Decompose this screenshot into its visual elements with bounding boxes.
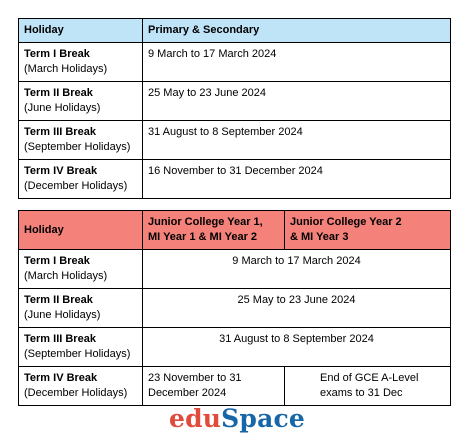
logo-space: Space xyxy=(221,404,306,433)
holiday-subtitle: (September Holidays) xyxy=(24,141,131,153)
header-primary-secondary: Primary & Secondary xyxy=(143,19,451,43)
holiday-name: Term IV Break xyxy=(24,372,98,384)
holiday-cell xyxy=(19,367,143,406)
table-row xyxy=(19,367,451,406)
holiday-name: Term III Break xyxy=(24,333,96,345)
eduspace-logo xyxy=(0,404,474,433)
table-row xyxy=(19,121,451,160)
logo-edu: edu xyxy=(168,404,222,433)
table-header-row xyxy=(19,19,451,43)
holiday-name: Term I Break xyxy=(24,255,90,267)
dates-cell: 9 March to 17 March 2024 xyxy=(143,43,451,82)
dates-cell: 25 May to 23 June 2024 xyxy=(143,82,451,121)
holiday-subtitle: (December Holidays) xyxy=(24,180,128,192)
dates-cell: 25 May to 23 June 2024 xyxy=(143,289,451,328)
holiday-cell xyxy=(19,43,143,82)
dates-cell: 9 March to 17 March 2024 xyxy=(143,250,451,289)
holiday-subtitle: (March Holidays) xyxy=(24,270,108,282)
table-row xyxy=(19,328,451,367)
header-jc-year-1-line1: Junior College Year 1, xyxy=(148,216,263,228)
holiday-subtitle: (March Holidays) xyxy=(24,63,108,75)
dates-cell: 31 August to 8 September 2024 xyxy=(143,121,451,160)
table-row xyxy=(19,160,451,199)
holiday-cell xyxy=(19,160,143,199)
holiday-name: Term I Break xyxy=(24,48,90,60)
holiday-name: Term II Break xyxy=(24,87,93,99)
holiday-cell xyxy=(19,328,143,367)
holiday-subtitle: (June Holidays) xyxy=(24,309,101,321)
header-jc-year-1-line2: MI Year 1 & MI Year 2 xyxy=(148,231,258,243)
holiday-subtitle: (June Holidays) xyxy=(24,102,101,114)
dates-cell-jc2 xyxy=(285,367,451,406)
dates-cell: 31 August to 8 September 2024 xyxy=(143,328,451,367)
holiday-cell xyxy=(19,289,143,328)
dates-jc2-line1: End of GCE A-Level xyxy=(320,372,419,384)
header-jc-year-2-line2: & MI Year 3 xyxy=(290,231,349,243)
junior-college-table xyxy=(18,210,451,406)
holiday-cell xyxy=(19,250,143,289)
holiday-cell xyxy=(19,82,143,121)
holiday-name: Term II Break xyxy=(24,294,93,306)
holiday-subtitle: (September Holidays) xyxy=(24,348,131,360)
holiday-subtitle: (December Holidays) xyxy=(24,387,128,399)
holiday-name: Term IV Break xyxy=(24,165,98,177)
header-jc-year-2-line1: Junior College Year 2 xyxy=(290,216,402,228)
table-row xyxy=(19,82,451,121)
table-row xyxy=(19,43,451,82)
header-holiday: Holiday xyxy=(19,19,143,43)
table-header-row xyxy=(19,211,451,250)
header-holiday: Holiday xyxy=(19,211,143,250)
table-row xyxy=(19,250,451,289)
table-row xyxy=(19,289,451,328)
header-jc-year-1 xyxy=(143,211,285,250)
dates-cell: 16 November to 31 December 2024 xyxy=(143,160,451,199)
dates-jc2-line2: exams to 31 Dec xyxy=(320,387,403,399)
holiday-cell xyxy=(19,121,143,160)
header-jc-year-2 xyxy=(285,211,451,250)
primary-secondary-table xyxy=(18,18,451,199)
holiday-name: Term III Break xyxy=(24,126,96,138)
dates-cell-jc1: 23 November to 31 December 2024 xyxy=(143,367,285,406)
